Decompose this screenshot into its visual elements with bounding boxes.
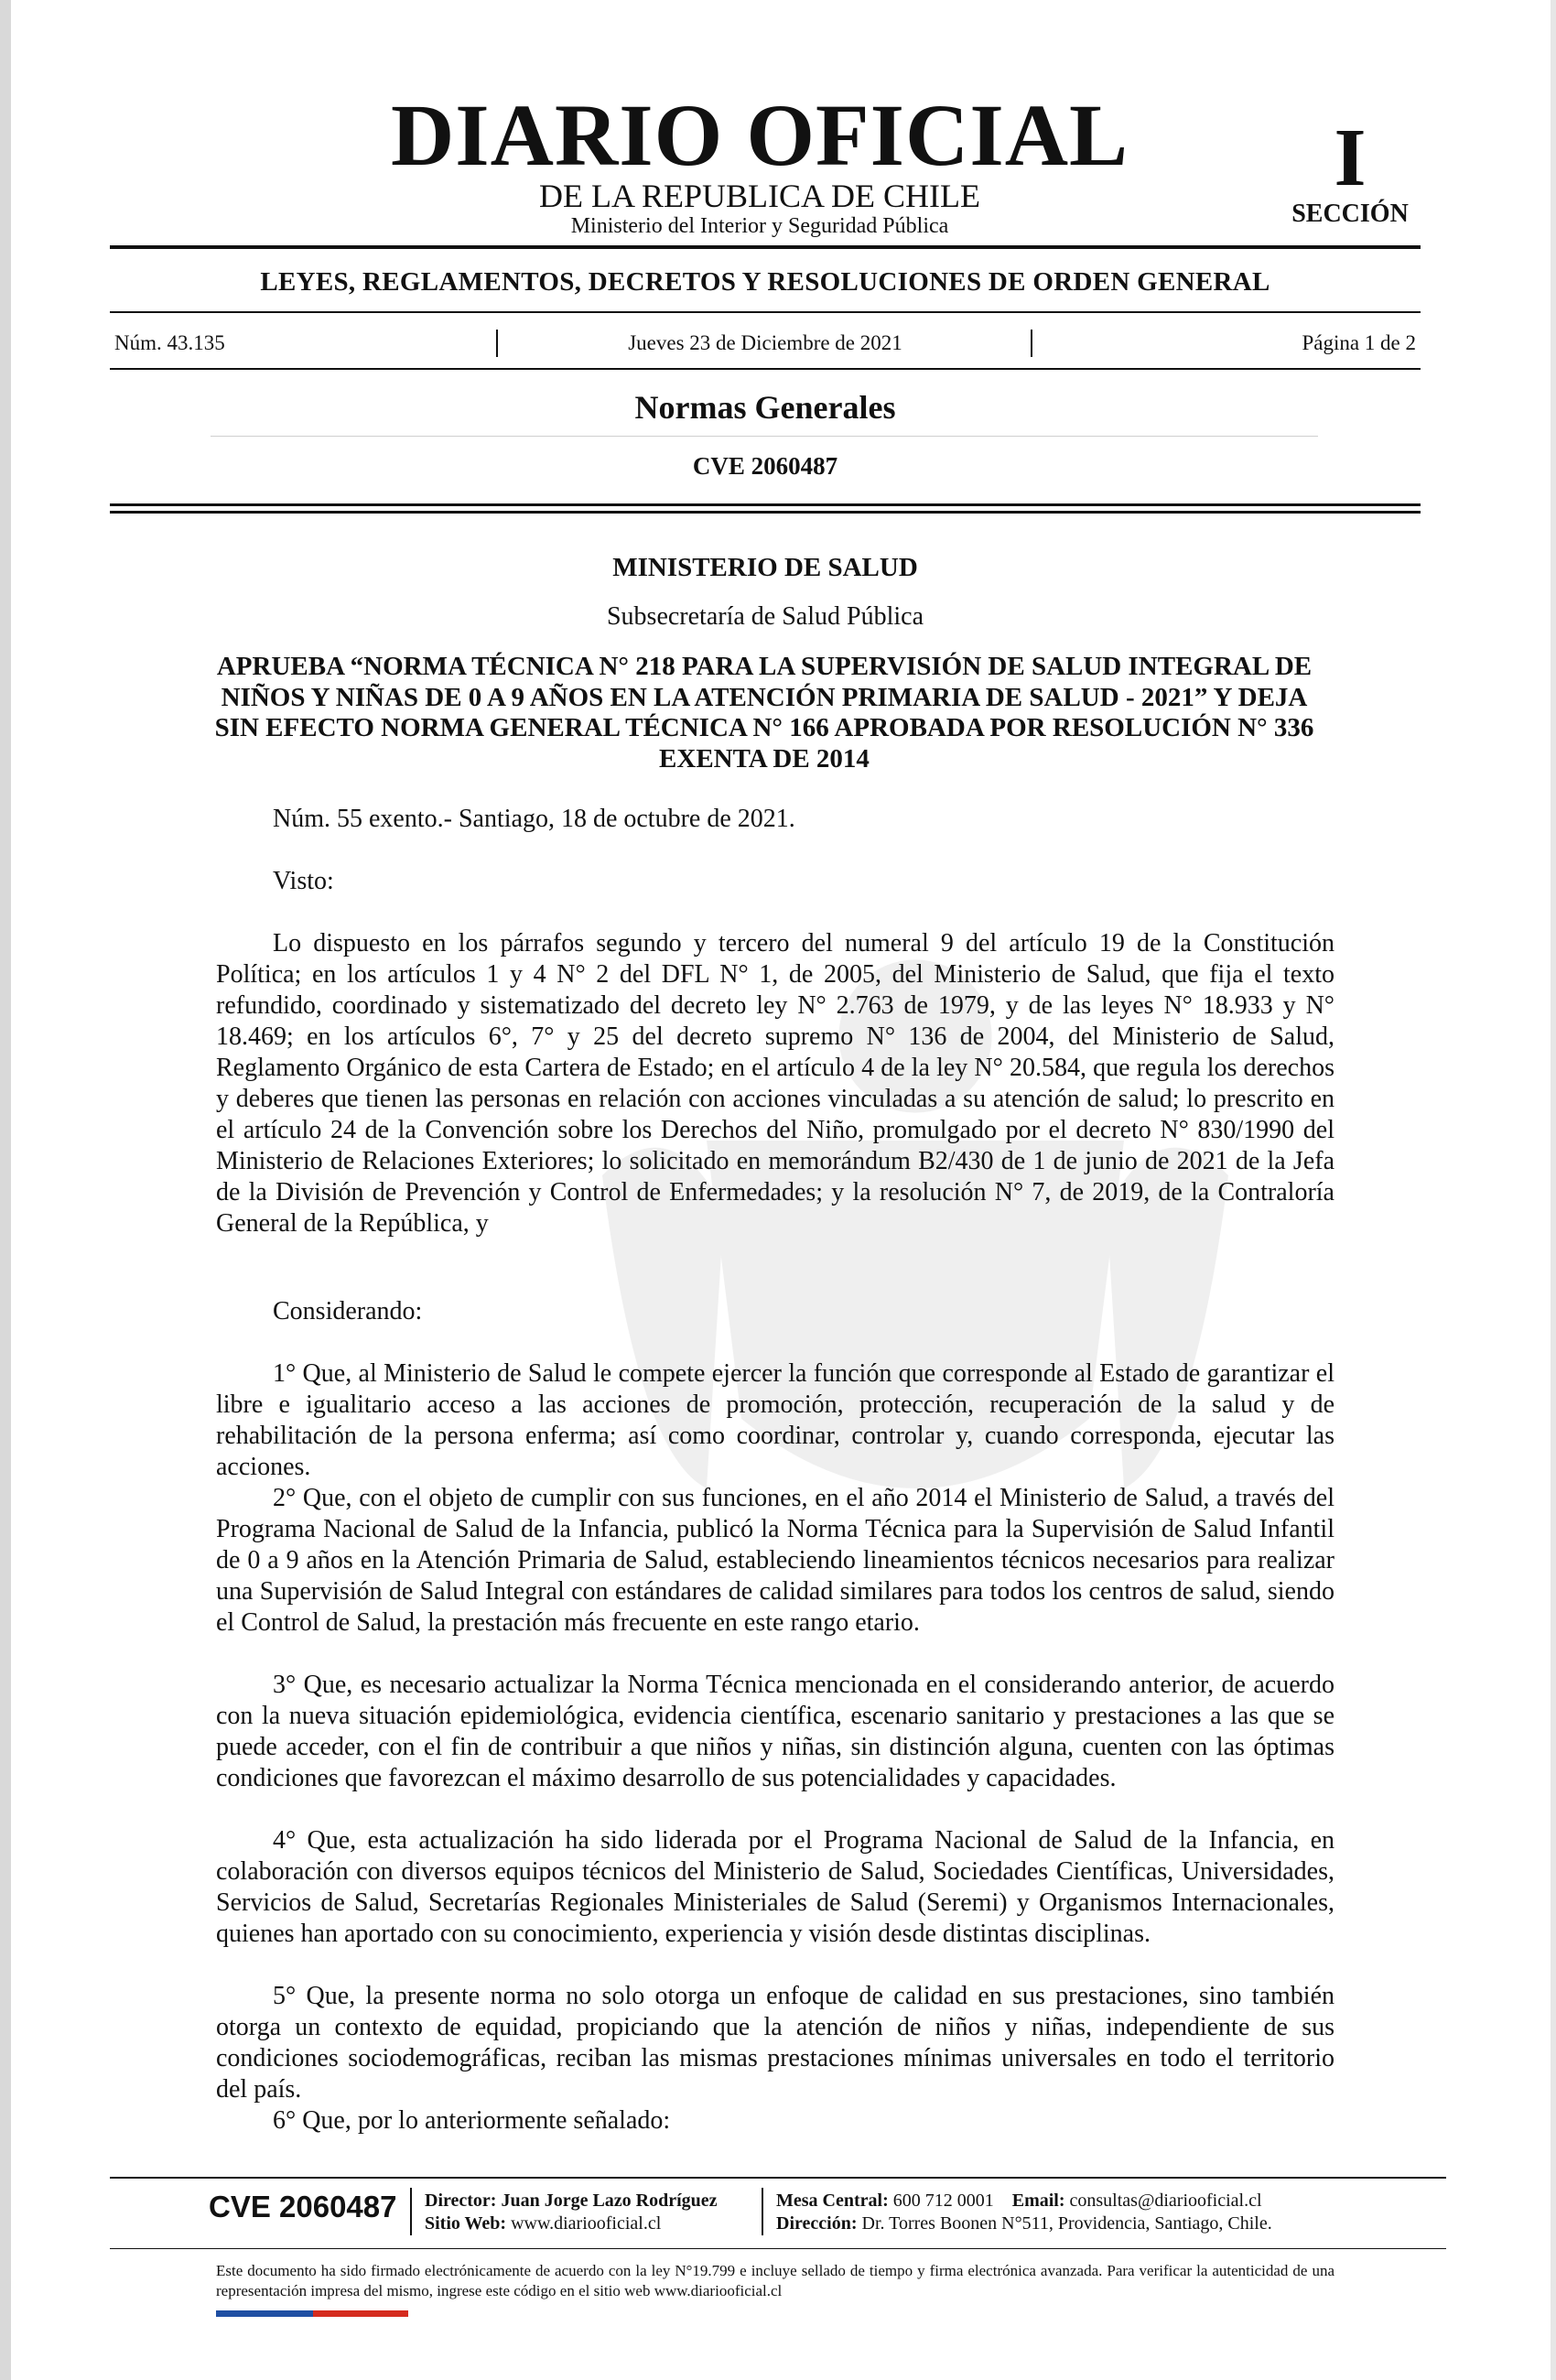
- issue-number: Núm. 43.135: [114, 331, 225, 354]
- cve-code: CVE 2060487: [692, 452, 838, 480]
- considerando-item: 2° Que, con el objeto de cumplir con sus funciones, en el año 2014 el Ministerio de Salud, a través del Programa Nacional de Salud de la Infancia, publicó la Norma Técnica para la Supervisión de Salud Infantil de 0 a 9 años en la Atención Primaria de Salud, estableciendo lineamientos técnicos necesarios para realizar una Supervisión de Salud Integral con estándares de calidad similares para todos los centros de salud, siendo el Control de Salud, la prestación más frecuente en este rango etario.: [216, 1484, 1334, 1637]
- cve-rule-1: [110, 503, 1421, 506]
- footer-address: Dr. Torres Boonen N°511, Providencia, Santiago, Chile.: [861, 2213, 1272, 2234]
- flag-stripe-red: [313, 2310, 408, 2317]
- masthead-rule: [110, 245, 1421, 249]
- footer-separator: [762, 2188, 763, 2235]
- document-title: APRUEBA “NORMA TÉCNICA N° 218 PARA LA SUPERVISIÓN DE SALUD INTEGRAL DE NIÑOS Y NIÑAS DE 0 A 9 AÑOS EN LA ATENCIÓN PRIMARIA DE SALUD - 2021” Y DEJA SIN EFECTO NORMA GENERAL TÉCNICA N° 166 APROBADA POR RESOLUCIÓN N° 336 EXENTA DE 2014: [214, 652, 1314, 774]
- masthead-title: DIARIO OFICIAL: [390, 86, 1129, 184]
- decree-number-line: Núm. 55 exento.- Santiago, 18 de octubre de 2021.: [273, 805, 795, 833]
- flag-stripe-blue: [216, 2310, 313, 2317]
- footer-rule-mid: [110, 2248, 1446, 2249]
- section-label: SECCIÓN: [1291, 200, 1409, 228]
- page-indicator: Página 1 de 2: [1302, 331, 1416, 354]
- section-title: Normas Generales: [634, 389, 896, 426]
- issue-date: Jueves 23 de Diciembre de 2021: [628, 331, 902, 354]
- footer-cve: CVE 2060487: [209, 2190, 397, 2223]
- header-rule-top: [110, 311, 1421, 313]
- meta-rule: [110, 368, 1421, 370]
- footer-phone: 600 712 0001: [892, 2191, 994, 2211]
- considerando-item: 1° Que, al Ministerio de Salud le compete ejercer la función que corresponde al Estado de garantizar el libre e igualitario acceso a las acciones de promoción, protección, recuperación de la salud y de rehabilitación de la persona enferma; así como coordinar, controlar y, cuando corresponda, ejecutar las acciones.: [216, 1359, 1334, 1481]
- considerando-item: 4° Que, esta actualización ha sido liderada por el Programa Nacional de Salud de la Infancia, en colaboración con diversos equipos técnicos del Ministerio de Salud, Sociedades Científicas, Universidades, Servicios de Salud, Secretarías Regionales Ministeriales de Salud (Seremi) y Organismos Internacionales, quienes han aportado con su conocimiento, experiencia y visión desde distintas disciplinas.: [216, 1826, 1334, 1948]
- divider: [211, 436, 1318, 437]
- meta-separator: [496, 330, 498, 357]
- considerando-heading: Considerando:: [273, 1297, 423, 1325]
- header-line: LEYES, REGLAMENTOS, DECRETOS Y RESOLUCIONES DE ORDEN GENERAL: [260, 267, 1270, 297]
- masthead-subtitle: DE LA REPUBLICA DE CHILE: [539, 178, 980, 214]
- footer-contact-block: Mesa Central: 600 712 0001 Email: consultas@diariooficial.cl Dirección: Dr. Torres Boonen N°511, Providencia, Santiago, Chile.: [776, 2191, 1272, 2234]
- footer-director-block: Director: Juan Jorge Lazo Rodríguez Sitio Web: www.diariooficial.cl: [425, 2191, 718, 2234]
- page-left-edge: [0, 0, 11, 2380]
- ministry-heading: MINISTERIO DE SALUD: [612, 553, 918, 582]
- visto-paragraph: Lo dispuesto en los párrafos segundo y tercero del numeral 9 del artículo 19 de la Constitución Política; en los artículos 1 y 4 N° 2 del DFL N° 1, de 2005, del Ministerio de Salud, que fija el texto refundido, coordinado y sistematizado del decreto ley N° 2.763 de 1979, y de las leyes N° 18.933 y N° 18.469; en los artículos 6°, 7° y 25 del decreto supremo N° 136 de 2004, del Ministerio de Salud, Reglamento Orgánico de esta Cartera de Estado; en el artículo 4 de la ley N° 20.584, que regula los derechos y deberes que tienen las personas en relación con acciones vinculadas a su atención de salud; lo prescrito en el artículo 24 de la Convención sobre los Derechos del Niño, promulgado por el decreto N° 830/1990 del Ministerio de Relaciones Exteriores; lo solicitado en memorándum B2/430 de 1 de junio de 2021 de la Jefa de la División de Prevención y Control de Enfermedades; y la resolución N° 7, de 2019, de la Contraloría General de la República, y: [216, 929, 1334, 1238]
- meta-separator: [1031, 330, 1032, 357]
- subsecretaria: Subsecretaría de Salud Pública: [606, 602, 924, 631]
- page-right-edge: [1551, 0, 1556, 2380]
- director-name: Juan Jorge Lazo Rodríguez: [501, 2191, 718, 2211]
- considerando-item: 3° Que, es necesario actualizar la Norma Técnica mencionada en el considerando anterior, de acuerdo con la nueva situación epidemiológica, evidencia científica, escenario sanitario y prestaciones a las que se puede acceder, con el fin de contribuir a que niños y niñas, sin distinción alguna, cuenten con las óptimas condiciones que favorezcan el máximo desarrollo de sus potencialidades y capacidades.: [216, 1671, 1334, 1792]
- footer-separator: [410, 2188, 412, 2235]
- footer-verification-note: Este documento ha sido firmado electrónicamente de acuerdo con la ley N°19.799 e incluye sellado de tiempo y firma electrónica avanzada. Para verificar la autenticidad de una representación impresa del mismo, ingrese este código en el sitio web www.diariooficial.cl: [216, 2262, 1334, 2299]
- section-number: I: [1334, 113, 1367, 203]
- masthead-ministry: Ministerio del Interior y Seguridad Pública: [570, 214, 949, 238]
- footer-rule-top: [110, 2177, 1446, 2179]
- considerando-item: 5° Que, la presente norma no solo otorga un enfoque de calidad en sus prestaciones, sino también otorga un contexto de equidad, propiciando que la atención de niños y niñas, independiente de sus condiciones sociodemográficas, reciban las mismas prestaciones mínimas universales en todo el territorio del país.: [216, 1982, 1334, 2104]
- footer-website-link[interactable]: www.diariooficial.cl: [511, 2213, 662, 2234]
- considerando-item: 6° Que, por lo anteriormente señalado:: [273, 2106, 671, 2135]
- cve-rule-2: [110, 511, 1421, 514]
- footer-email-link[interactable]: consultas@diariooficial.cl: [1069, 2191, 1262, 2211]
- visto-heading: Visto:: [273, 867, 334, 895]
